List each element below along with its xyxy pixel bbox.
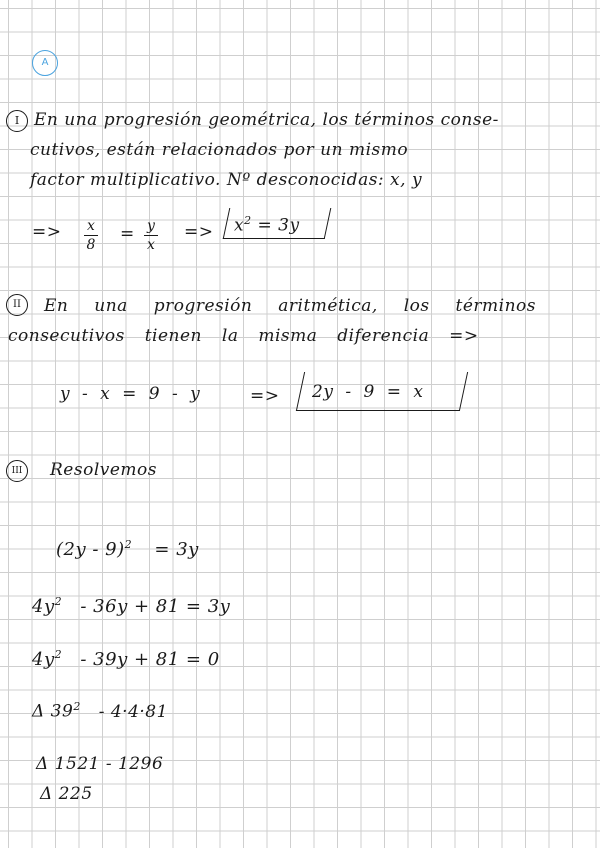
result-base: x — [234, 215, 245, 236]
fraction-x-over-8 — [84, 218, 98, 253]
step-4-term: Δ 39 — [32, 701, 74, 722]
step-5: Δ 1521 - 1296 — [36, 754, 164, 774]
step-1 — [56, 538, 199, 560]
step-2-term: 4y — [32, 596, 55, 617]
step-1-base: (2y - 9) — [56, 539, 125, 560]
equation-difference: y - x = 9 - y — [60, 384, 201, 404]
fraction-y-over-x — [144, 218, 158, 253]
fraction-bar — [144, 235, 158, 236]
result-equation-2: 2y - 9 = x — [312, 382, 424, 402]
step-1-rest: = 3y — [154, 539, 199, 560]
step-3 — [32, 648, 220, 670]
page-marker: A — [32, 50, 58, 76]
section-1-line-2: cutivos, están relacionados por un mismo — [30, 140, 409, 160]
step-4 — [32, 700, 168, 722]
step-3-term: 4y — [32, 649, 55, 670]
section-2-line-2: consecutivos tienen la misma diferencia => — [8, 326, 479, 346]
step-2-exponent: 2 — [54, 595, 63, 608]
section-1-line-1: En una progresión geométrica, los términos conse- — [34, 110, 499, 130]
step-6: Δ 225 — [40, 784, 93, 804]
section-2-number: II — [6, 294, 28, 316]
section-1-line-3: factor multiplicativo. Nº desconocidas: x, y — [30, 170, 423, 190]
step-2-rest: - 36y + 81 = 3y — [80, 596, 231, 617]
fraction-denominator: 8 — [86, 237, 96, 254]
result-exponent: 2 — [244, 214, 252, 227]
section-3-number: III — [6, 460, 28, 482]
implies-arrow: => — [32, 222, 62, 242]
step-4-rest: - 4·4·81 — [98, 701, 168, 722]
result-equation-1 — [234, 214, 300, 236]
section-1-number: I — [6, 110, 28, 132]
fraction-numerator: x — [87, 218, 95, 234]
implies-arrow: => — [184, 222, 214, 242]
implies-arrow: => — [250, 386, 280, 406]
section-3-title: Resolvemos — [50, 460, 157, 480]
fraction-bar — [84, 235, 98, 236]
step-3-exponent: 2 — [54, 648, 63, 661]
step-1-exponent: 2 — [124, 538, 133, 551]
section-2-line-1: En una progresión aritmética, los términos — [44, 296, 536, 316]
step-3-rest: - 39y + 81 = 0 — [80, 649, 220, 670]
equals-sign: = — [120, 224, 135, 244]
fraction-denominator: x — [147, 237, 155, 254]
step-4-exponent: 2 — [73, 700, 81, 713]
result-rest: = 3y — [257, 215, 300, 236]
fraction-numerator: y — [147, 218, 155, 234]
step-2 — [32, 595, 230, 617]
